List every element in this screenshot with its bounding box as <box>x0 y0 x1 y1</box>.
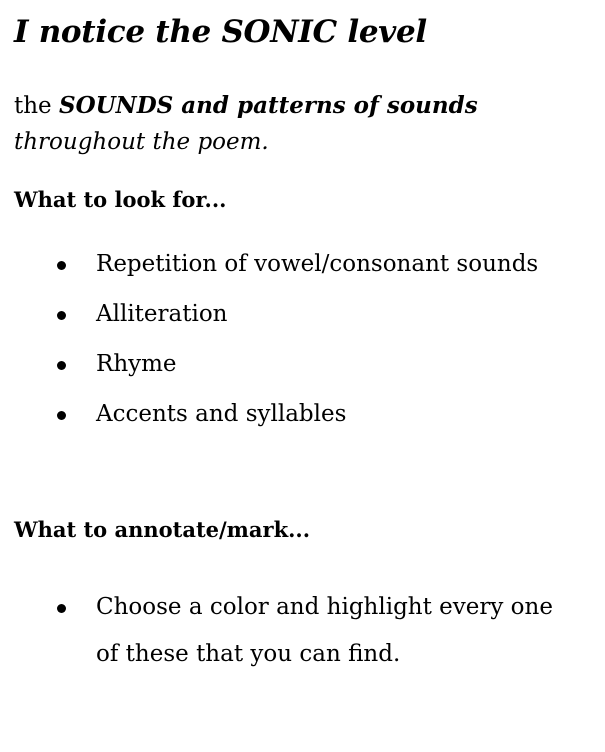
list-item <box>0 241 605 288</box>
list-item-text: Choose a color and highlight every one of these that you can find. <box>96 594 553 667</box>
intro-emphasis: SOUNDS and patterns of sounds <box>58 92 478 119</box>
intro-line-2: throughout the poem. <box>14 129 269 155</box>
annotate-heading: What to annotate/mark... <box>14 517 311 542</box>
list-item-text: Accents and syllables <box>96 401 347 427</box>
list-item-text: Rhyme <box>96 351 177 377</box>
intro-paragraph <box>14 88 594 160</box>
bullet-icon <box>57 261 66 270</box>
look-for-heading: What to look for... <box>14 187 227 212</box>
look-for-list <box>0 241 605 438</box>
bullet-icon <box>57 361 66 370</box>
bullet-icon <box>57 604 66 613</box>
page-title: I notice the SONIC level <box>14 14 427 50</box>
list-item-text: Repetition of vowel/consonant sounds <box>96 251 539 277</box>
annotate-list <box>0 584 605 678</box>
list-item <box>0 391 605 438</box>
list-item <box>0 291 605 338</box>
bullet-icon <box>57 411 66 420</box>
list-item-text: Alliteration <box>96 301 228 327</box>
list-item <box>0 341 605 388</box>
list-item <box>0 584 605 678</box>
intro-prefix: the <box>14 93 59 119</box>
bullet-icon <box>57 311 66 320</box>
